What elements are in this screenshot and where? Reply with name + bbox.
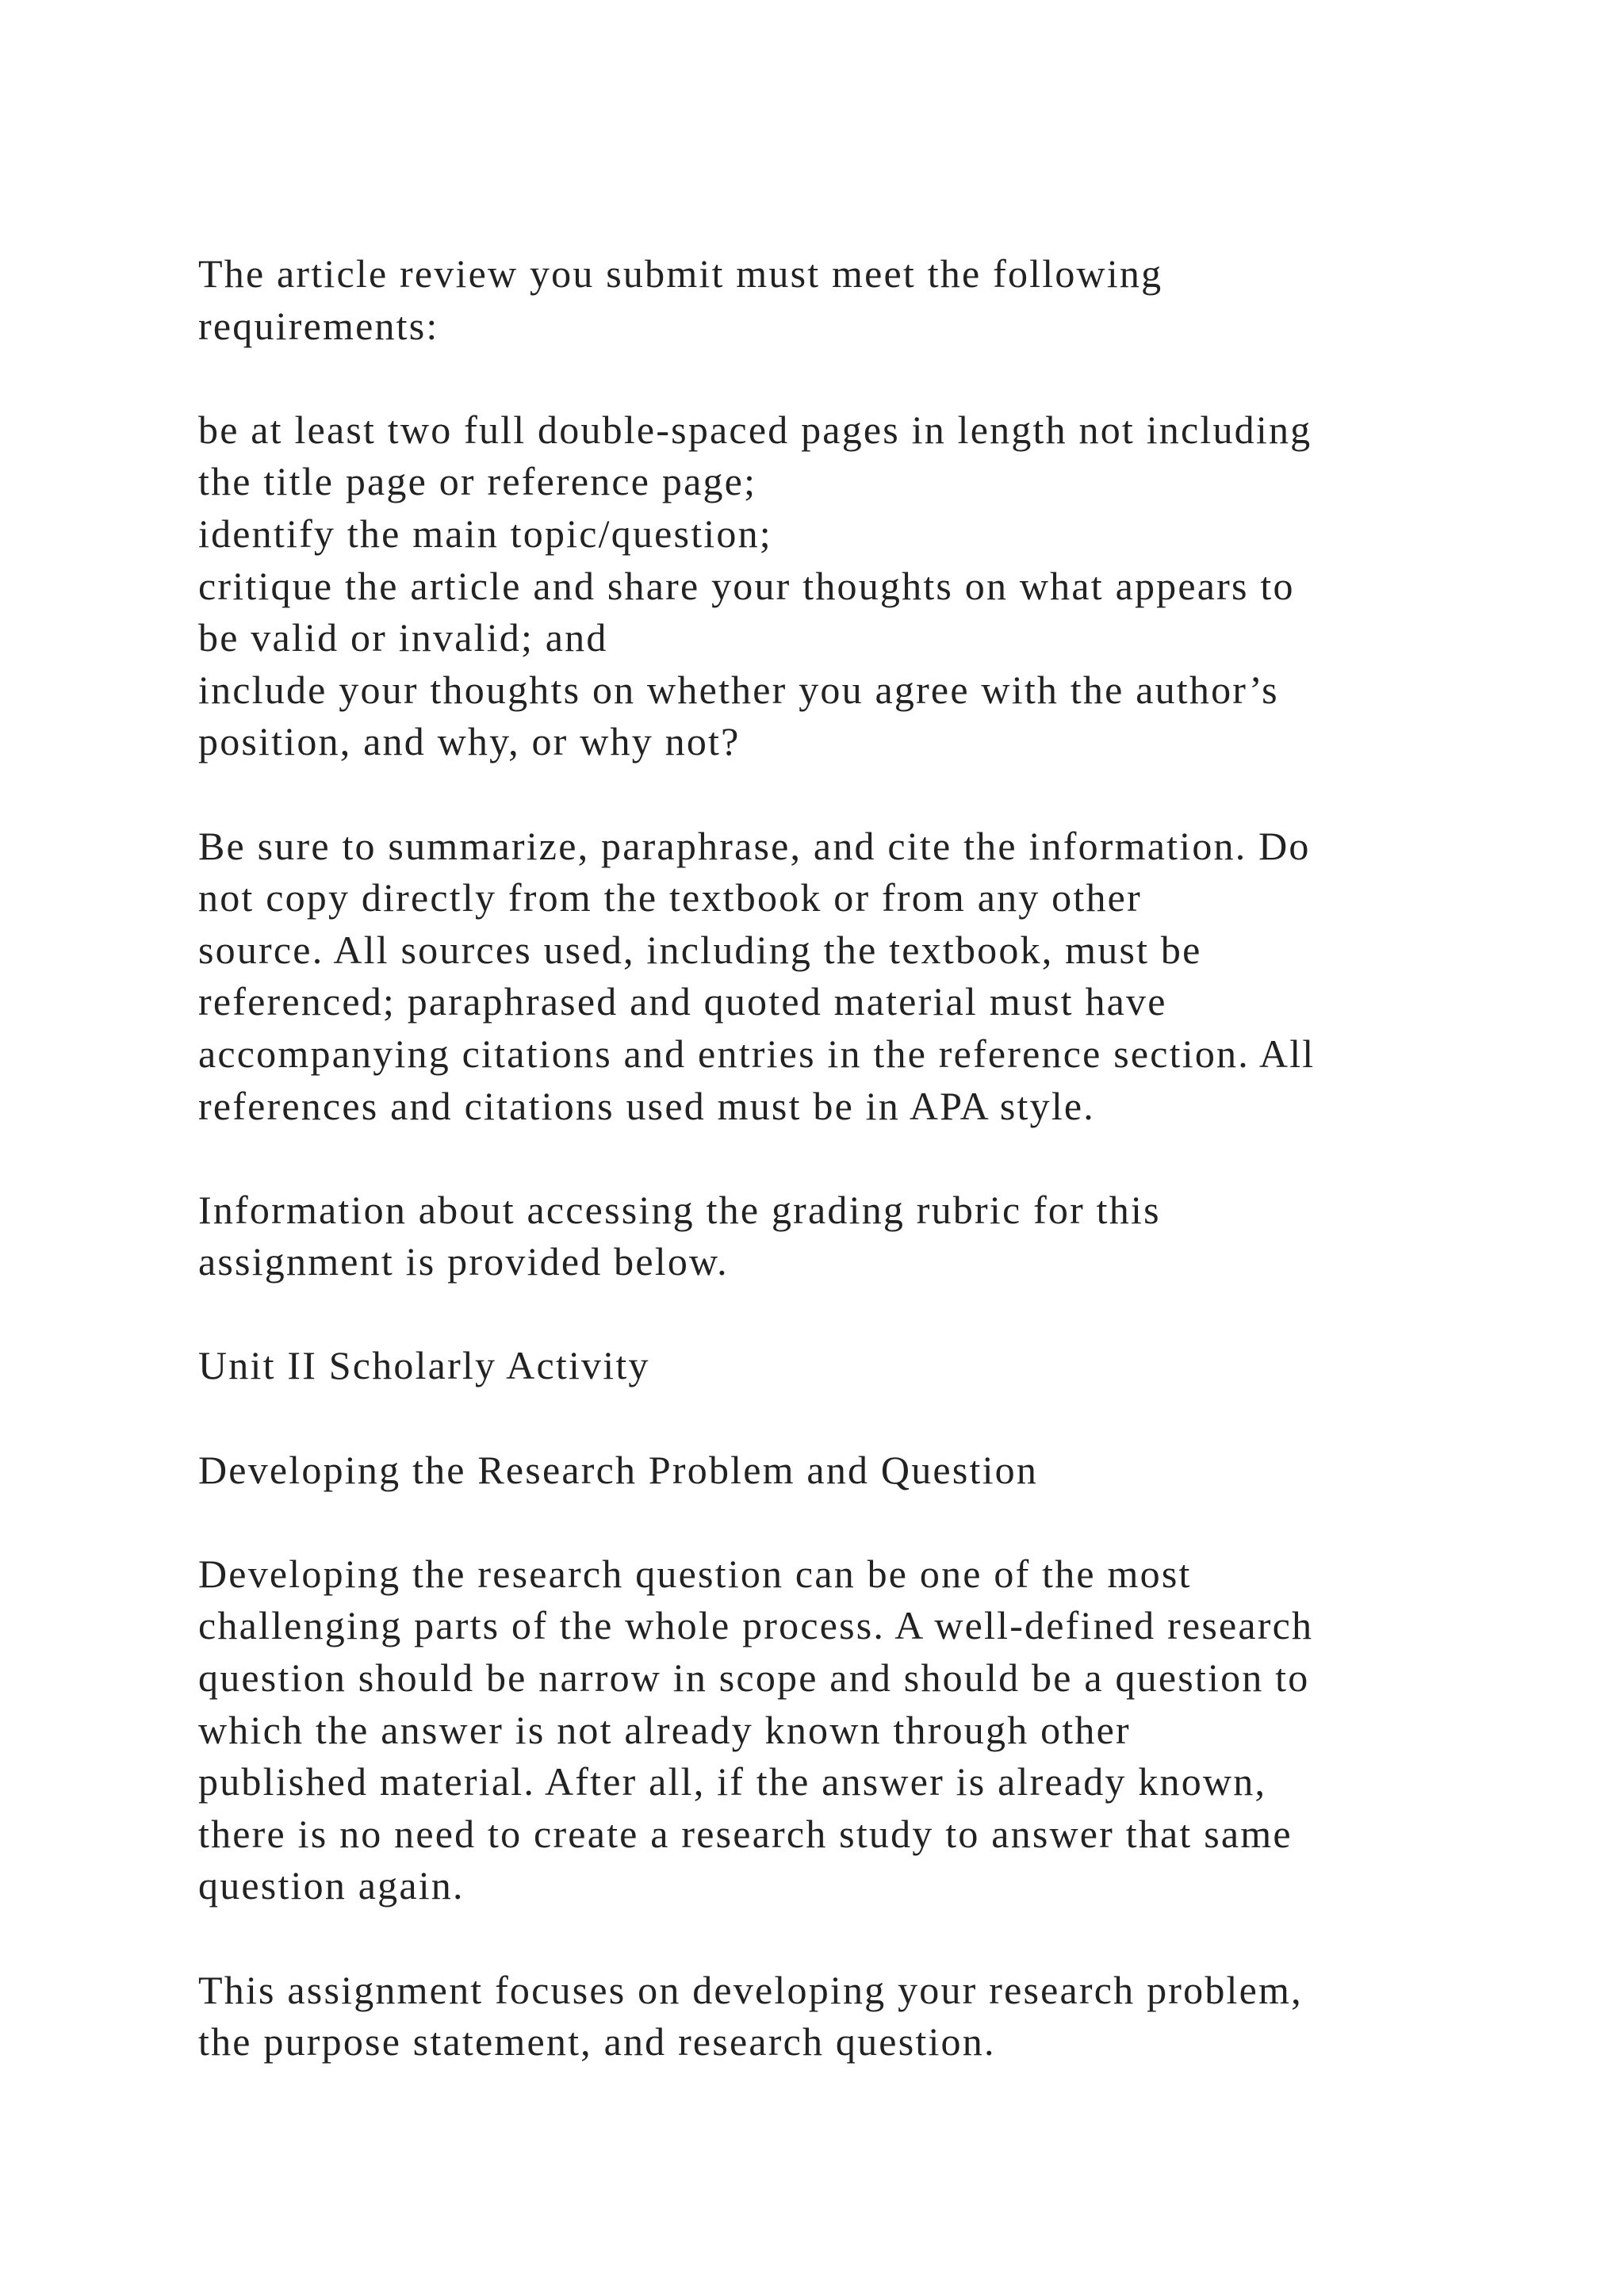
text-line: Unit II Scholarly Activity xyxy=(198,1343,650,1388)
requirements-list xyxy=(198,404,1435,768)
intro-paragraph xyxy=(198,248,1435,352)
text-line: critique the article and share your thoughts on what appears to xyxy=(198,563,1295,608)
text-line: requirements: xyxy=(198,303,439,348)
text-line: position, and why, or why not? xyxy=(198,719,741,764)
text-line: there is no need to create a research study to answer that same xyxy=(198,1811,1293,1856)
text-line: question again. xyxy=(198,1863,465,1908)
citation-paragraph xyxy=(198,821,1435,1133)
text-line: the title page or reference page; xyxy=(198,459,757,504)
text-line: be at least two full double-spaced pages in length not including xyxy=(198,407,1312,452)
text-line: assignment is provided below. xyxy=(198,1239,729,1284)
text-line: which the answer is not already known through other xyxy=(198,1707,1131,1752)
text-line: not copy directly from the textbook or from any other xyxy=(198,875,1142,920)
research-question-paragraph xyxy=(198,1548,1435,1912)
text-line: the purpose statement, and research question. xyxy=(198,2019,996,2064)
text-line: be valid or invalid; and xyxy=(198,615,608,660)
text-line: accompanying citations and entries in the reference section. All xyxy=(198,1031,1316,1076)
text-line: challenging parts of the whole process. A well-defined research xyxy=(198,1603,1314,1648)
text-line: question should be narrow in scope and should be a question to xyxy=(198,1655,1310,1701)
text-line: This assignment focuses on developing your research problem, xyxy=(198,1967,1303,2012)
text-line: references and citations used must be in APA style. xyxy=(198,1083,1095,1128)
text-line: source. All sources used, including the textbook, must be xyxy=(198,927,1202,972)
text-line: referenced; paraphrased and quoted material must have xyxy=(198,979,1167,1024)
text-line: published material. After all, if the answer is already known, xyxy=(198,1759,1267,1804)
unit-heading xyxy=(198,1340,1435,1392)
text-line: The article review you submit must meet the following xyxy=(198,251,1163,296)
text-line: Be sure to summarize, paraphrase, and cite the information. Do xyxy=(198,823,1311,868)
section-heading xyxy=(198,1445,1435,1497)
text-line: Developing the research question can be one of the most xyxy=(198,1551,1192,1596)
text-line: identify the main topic/question; xyxy=(198,511,772,556)
text-line: Information about accessing the grading rubric for this xyxy=(198,1187,1161,1232)
rubric-paragraph xyxy=(198,1184,1435,1288)
assignment-focus-paragraph xyxy=(198,1965,1435,2068)
text-line: include your thoughts on whether you agree with the author’s xyxy=(198,667,1279,712)
text-line: Developing the Research Problem and Question xyxy=(198,1447,1039,1492)
document-body xyxy=(198,248,1435,2120)
